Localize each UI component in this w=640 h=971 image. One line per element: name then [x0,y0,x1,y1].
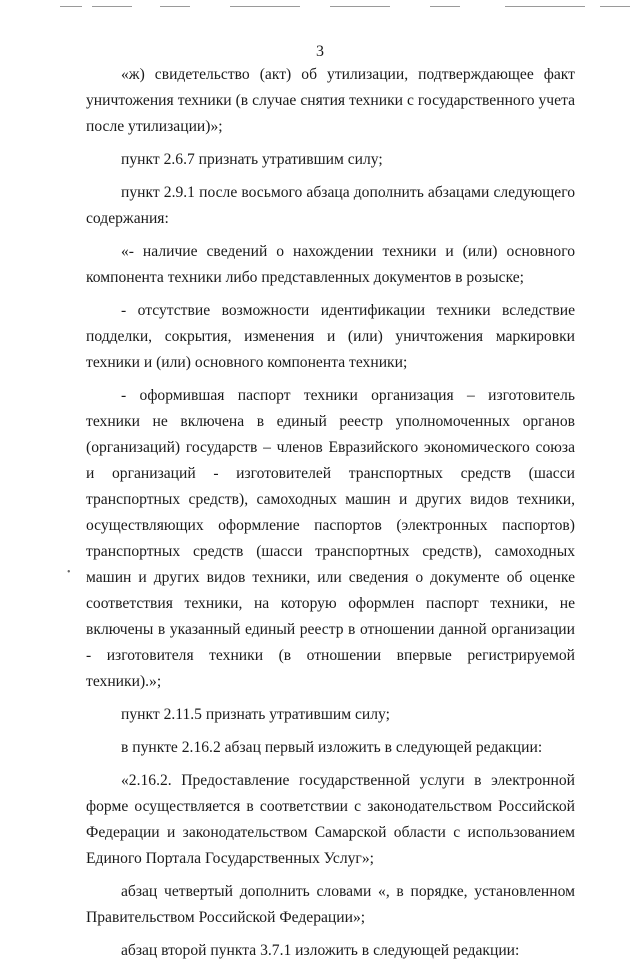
paragraph: «2.16.2. Предоставление государственной услуги в электронной форме осуществляется в соответствии с законодательством Российской Федерации и законодательством Самарской области с использованием Единого Портала Государственных Услуг»; [86,772,575,867]
paragraph: - отсутствие возможности идентификации техники вследствие подделки, сокрытия, изменения и (или) уничтожения маркировки техники и (или) основного компонента техники; [86,302,575,371]
paragraph: - оформившая паспорт техники организация – изготовитель техники не включена в единый реестр уполномоченных органов (организаций) государств – членов Евразийского экономического союза и организаций - изготовителей транспортных средств (шасси транспортных средств), самоходных машин и других видов техники, осуществляющих оформление паспортов (электронных паспортов) транспортных средств (шасси транспортных средств), самоходных машин и других видов техники, или сведения о документе об оценке соответствия техники, на которую оформлен паспорт техники, не включены в указанный единый реестр в отношении данной организации - изготовителя техники (в отношении впервые регистрируемой техники).»; [86,387,575,690]
paragraph: пункт 2.9.1 после восьмого абзаца дополнить абзацами следующего содержания: [86,184,575,227]
paragraph: «ж) свидетельство (акт) об утилизации, подтверждающее факт уничтожения техники (в случае снятия техники с государственного учета после утилизации)»; [86,66,575,135]
paragraph: абзац второй пункта 3.7.1 изложить в следующей редакции: [121,942,520,959]
scan-edge-artifact [0,6,640,10]
paragraph: в пункте 2.16.2 абзац первый изложить в следующей редакции: [121,739,543,756]
scan-speck: • [67,567,71,578]
paragraph: пункт 2.6.7 признать утратившим силу; [121,151,383,168]
page-number: 3 [316,43,324,60]
paragraph: пункт 2.11.5 признать утратившим силу; [121,706,390,723]
paragraph: абзац четвертый дополнить словами «, в порядке, установленном Правительством Российской Федерации»; [86,883,575,926]
paragraph: «- наличие сведений о нахождении техники и (или) основного компонента техники либо представленных документов в розыске; [86,243,575,286]
document-body [86,62,575,971]
